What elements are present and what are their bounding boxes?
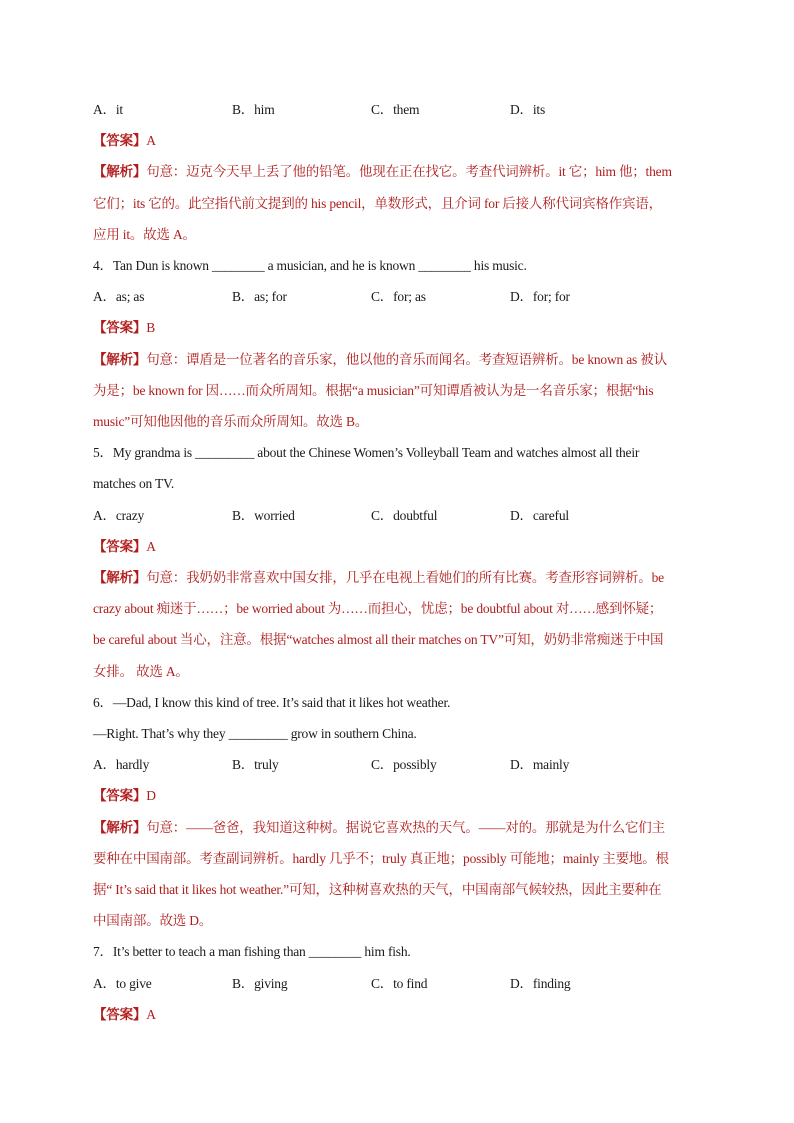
q4-option-d: D．for; for bbox=[510, 289, 570, 304]
q6-option-a: A．hardly bbox=[93, 757, 150, 772]
q4-option-a: A．as; as bbox=[93, 289, 145, 304]
q6-stem-line-1: 6．—Dad, I know this kind of tree. It’s said that it likes hot weather. bbox=[93, 695, 451, 710]
q5-explanation-line-3: be careful about 当心，注意。根据“watches almost all their matches on TV”可知，奶奶非常痴迷于中国 bbox=[93, 632, 664, 647]
explanation-label: 【解析】 bbox=[93, 164, 147, 179]
q6-option-b: B．truly bbox=[232, 757, 279, 772]
q5-option-c: C．doubtful bbox=[371, 508, 438, 523]
explanation-text: 句意：我奶奶非常喜欢中国女排，几乎在电视上看她们的所有比赛。考查形容词辨析。be bbox=[146, 570, 664, 585]
answer-label: 【答案】 bbox=[93, 1007, 147, 1022]
q6-explanation-line-4: 中国南部。故选 D。 bbox=[93, 913, 213, 928]
q7-option-b: B．giving bbox=[232, 976, 288, 991]
answer-label: 【答案】 bbox=[93, 788, 147, 803]
answer-label: 【答案】 bbox=[93, 133, 147, 148]
answer-value: A bbox=[146, 539, 156, 554]
q7-option-c: C．to find bbox=[371, 976, 428, 991]
q4-explanation-line-2: 为是；be known for 因……而众所周知。根据“a musician”可知谭盾被认为是一名音乐家；根据“his bbox=[93, 383, 654, 398]
q4-option-c: C．for; as bbox=[371, 289, 426, 304]
explanation-text: 句意：——爸爸，我知道这种树。据说它喜欢热的天气。——对的。那就是为什么它们主 bbox=[146, 820, 665, 835]
explanation-label: 【解析】 bbox=[93, 820, 147, 835]
q3-option-d: D．its bbox=[510, 102, 546, 117]
answer-label: 【答案】 bbox=[93, 320, 147, 335]
explanation-text: 句意：谭盾是一位著名的音乐家，他以他的音乐而闻名。考查短语辨析。be known as 被认 bbox=[146, 352, 667, 367]
answer-label: 【答案】 bbox=[93, 539, 147, 554]
q7-stem: 7．It’s better to teach a man fishing than ________ him fish. bbox=[93, 944, 411, 959]
q7-answer bbox=[93, 1005, 703, 1025]
q5-explanation-line-4: 女排。 故选 A。 bbox=[93, 664, 189, 679]
q6-explanation-line-1 bbox=[93, 818, 703, 838]
q3-option-a: A．it bbox=[93, 102, 123, 117]
q4-answer bbox=[93, 318, 703, 338]
q5-explanation-line-2: crazy about 痴迷于……；be worried about 为……而担心，忧虑；be doubtful about 对……感到怀疑； bbox=[93, 601, 663, 616]
q4-stem: 4．Tan Dun is known ________ a musician, and he is known ________ his music. bbox=[93, 258, 527, 273]
explanation-label: 【解析】 bbox=[93, 570, 147, 585]
q5-option-d: D．careful bbox=[510, 508, 569, 523]
q3-explanation-line-2: 它们；its 它的。此空指代前文提到的 his pencil，单数形式，且介词 for 后接人称代词宾格作宾语， bbox=[93, 196, 662, 211]
explanation-text: 句意：迈克今天早上丢了他的铅笔。他现在正在找它。考查代词辨析。it 它；him 他；them bbox=[146, 164, 672, 179]
q6-explanation-line-2: 要种在中国南部。考查副词辨析。hardly 几乎不；truly 真正地；possibly 可能地；mainly 主要地。根 bbox=[93, 851, 669, 866]
q6-answer bbox=[93, 786, 703, 806]
q4-explanation-line-1 bbox=[93, 350, 703, 370]
q7-option-a: A．to give bbox=[93, 976, 152, 991]
q5-explanation-line-1 bbox=[93, 568, 703, 588]
q6-explanation-line-3: 据“ It’s said that it likes hot weather.”可知，这种树喜欢热的天气，中国南部气候较热，因此主要种在 bbox=[93, 882, 662, 897]
q3-explanation-line-3: 应用 it。故选 A。 bbox=[93, 227, 196, 242]
explanation-label: 【解析】 bbox=[93, 352, 147, 367]
answer-value: D bbox=[146, 788, 156, 803]
q5-stem-line-1: 5．My grandma is _________ about the Chinese Women’s Volleyball Team and watches almost all their bbox=[93, 445, 640, 460]
q3-option-b: B．him bbox=[232, 102, 275, 117]
q3-answer bbox=[93, 131, 703, 151]
q6-option-d: D．mainly bbox=[510, 757, 570, 772]
q4-explanation-line-3: music”可知他因他的音乐而众所周知。故选 B。 bbox=[93, 414, 369, 429]
answer-value: B bbox=[146, 320, 156, 335]
q3-explanation-line-1 bbox=[93, 162, 703, 182]
q5-answer bbox=[93, 537, 703, 557]
q3-option-c: C．them bbox=[371, 102, 420, 117]
q5-option-b: B．worried bbox=[232, 508, 295, 523]
q4-option-b: B．as; for bbox=[232, 289, 287, 304]
q5-stem-line-2: matches on TV. bbox=[93, 476, 175, 491]
q6-stem-line-2: —Right. That’s why they _________ grow in southern China. bbox=[93, 726, 417, 741]
q7-option-d: D．finding bbox=[510, 976, 571, 991]
answer-value: A bbox=[146, 1007, 156, 1022]
answer-value: A bbox=[146, 133, 156, 148]
q5-option-a: A．crazy bbox=[93, 508, 145, 523]
q6-option-c: C．possibly bbox=[371, 757, 437, 772]
